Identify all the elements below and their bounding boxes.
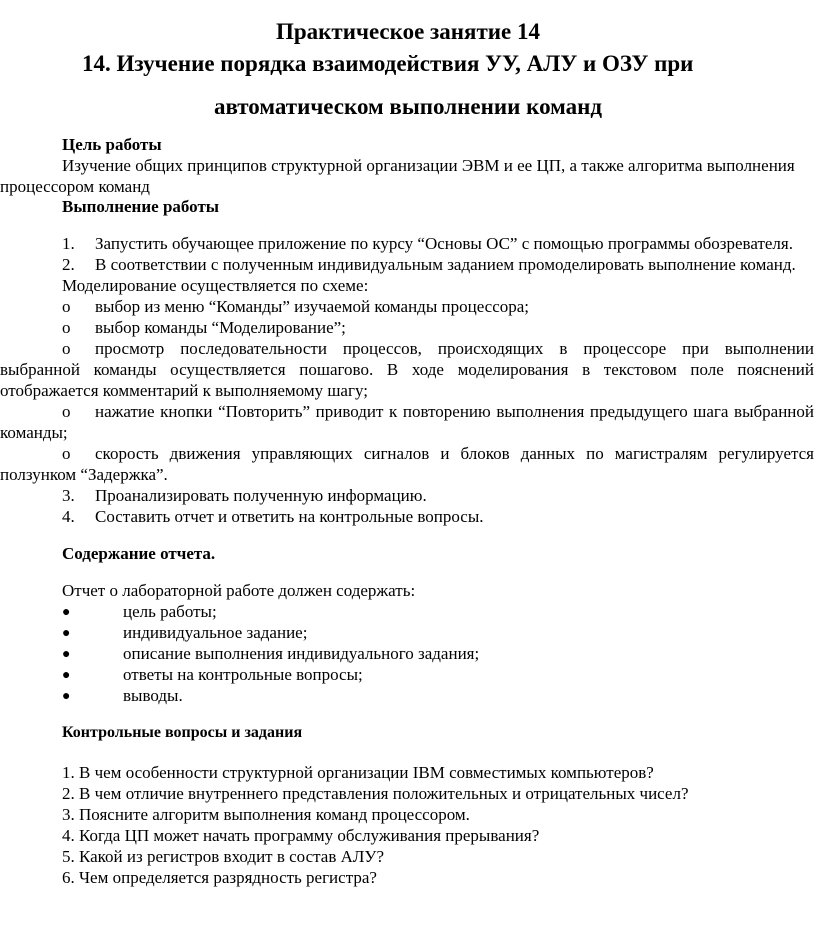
sub-item-text: просмотр последовательности процессов, происходящих в процессоре при выполнении — [95, 339, 814, 358]
question-item: 4. Когда ЦП может начать программу обслуживания прерывания? — [62, 826, 540, 845]
sub-item-text: выбор команды “Моделирование”; — [95, 318, 346, 337]
page-title: Практическое занятие 14 — [275, 19, 540, 44]
bullet-icon: ● — [62, 605, 71, 620]
sub-item-text-continued: отображается комментарий к выполняемому шагу; — [0, 381, 368, 400]
question-item: 2. В чем отличие внутреннего представления положительных и отрицательных чисел? — [62, 784, 689, 803]
sub-item-text-continued: команды; — [0, 423, 68, 442]
sub-item-text: нажатие кнопки “Повторить” приводит к повторению выполнения предыдущего шага выбранной — [95, 402, 814, 421]
goal-heading: Цель работы — [62, 135, 162, 154]
sub-item-text-continued: выбранной команды осуществляется пошагово. В ходе моделирования в текстовом поле пояснений — [0, 360, 814, 379]
execution-heading: Выполнение работы — [62, 197, 220, 216]
step-text: В соответствии с полученным индивидуальным заданием промоделировать выполнение команд. — [95, 255, 796, 274]
sub-marker: o — [62, 339, 71, 358]
bullet-icon: ● — [62, 626, 71, 641]
sub-marker: o — [62, 444, 71, 463]
sub-item-text: скорость движения управляющих сигналов и блоков данных по магистралям регулируется — [95, 444, 814, 463]
report-item: описание выполнения индивидуального задания; — [123, 644, 480, 663]
report-item: цель работы; — [123, 602, 217, 621]
step-text: Проанализировать полученную информацию. — [95, 486, 427, 505]
sub-item-text-continued: ползунком “Задержка”. — [0, 465, 168, 484]
lesson-title-line1: 14. Изучение порядка взаимодействия УУ, АЛУ и ОЗУ при — [82, 51, 694, 76]
report-heading: Содержание отчета. — [62, 544, 216, 563]
sub-marker: o — [62, 297, 71, 316]
report-item: индивидуальное задание; — [123, 623, 308, 642]
sub-marker: o — [62, 318, 71, 337]
lesson-title-line2: автоматическом выполнении команд — [213, 94, 603, 119]
question-item: 1. В чем особенности структурной организации IBM совместимых компьютеров? — [62, 763, 654, 782]
report-item: выводы. — [123, 686, 183, 705]
step-number: 1. — [62, 234, 75, 253]
bullet-icon: ● — [62, 647, 71, 662]
bullet-icon: ● — [62, 689, 71, 704]
bullet-icon: ● — [62, 668, 71, 683]
sub-marker: o — [62, 402, 71, 421]
step-number: 2. — [62, 255, 75, 274]
step-number: 4. — [62, 507, 75, 526]
report-item: ответы на контрольные вопросы; — [123, 665, 363, 684]
question-item: 3. Поясните алгоритм выполнения команд процессором. — [62, 805, 470, 824]
question-item: 5. Какой из регистров входит в состав АЛУ? — [62, 847, 384, 866]
report-intro: Отчет о лабораторной работе должен содержать: — [62, 581, 416, 600]
questions-heading: Контрольные вопросы и задания — [62, 724, 303, 741]
step-text: Запустить обучающее приложение по курсу “Основы ОС” с помощью программы обозревателя. — [95, 234, 793, 253]
step-number: 3. — [62, 486, 75, 505]
goal-text-line1: Изучение общих принципов структурной организации ЭВМ и ее ЦП, а также алгоритма выполнения — [62, 156, 795, 175]
step-text: Составить отчет и ответить на контрольные вопросы. — [95, 507, 484, 526]
question-item: 6. Чем определяется разрядность регистра? — [62, 868, 377, 887]
scheme-intro: Моделирование осуществляется по схеме: — [62, 276, 369, 295]
sub-item-text: выбор из меню “Команды” изучаемой команды процессора; — [95, 297, 530, 316]
goal-text-line2: процессором команд — [0, 177, 150, 196]
